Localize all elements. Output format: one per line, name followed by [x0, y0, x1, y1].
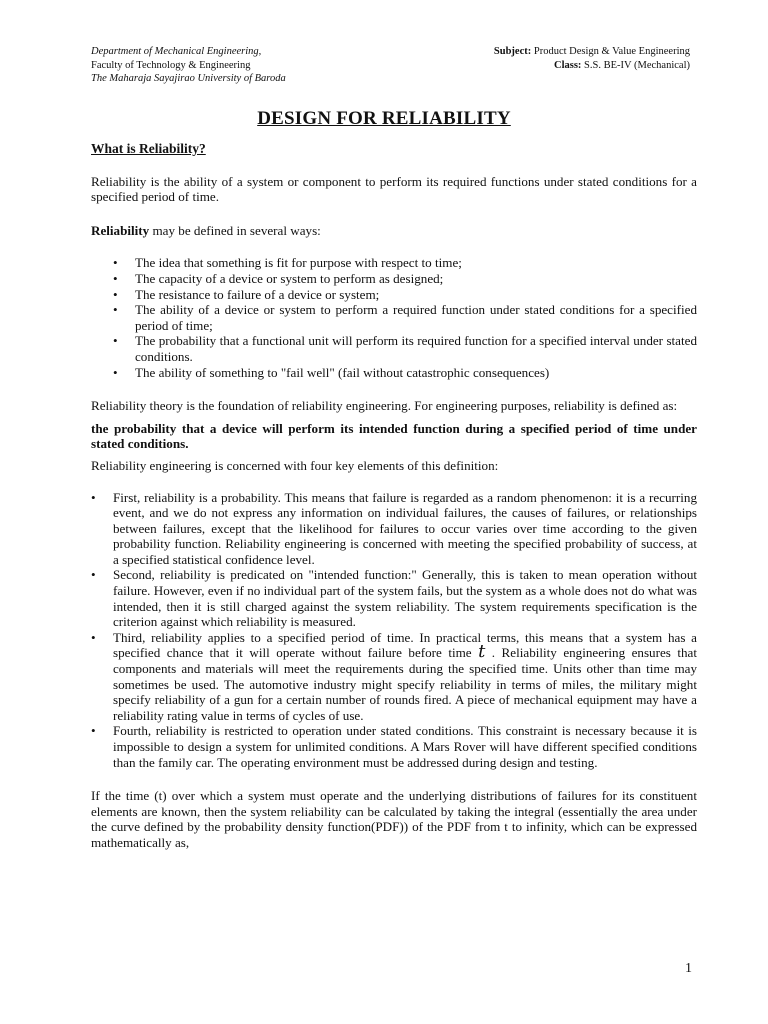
list-item: • The resistance to failure of a device or system;	[91, 287, 697, 303]
section-heading: What is Reliability?	[91, 141, 206, 156]
main-content	[91, 141, 697, 851]
list-item: • The idea that something is fit for purpose with respect to time;	[91, 255, 697, 271]
list-item: • Fourth, reliability is restricted to operation under stated conditions. This constraint is necessary because it is impossible to design a system for unlimited conditions. A Mars Rover will have different specified conditions than the family car. The operating environment must be addressed during design and testing.	[91, 723, 697, 770]
header-subject	[494, 45, 690, 59]
third-element-end: . Reliability engineering ensures that components and materials will meet the requirements during the specified time. Units other than time may sometimes be used. The automotive industry might specify reliability in terms of miles, the military might specify reliability of a gun for a certain number of rounds fired. A piece of mechanical equipment may have a reliability rating value in terms of cycles of use.	[113, 645, 697, 723]
list-item: • First, reliability is a probability. This means that failure is regarded as a random phenomenon: it is a recurring event, and we do not express any information on individual failures, the causes of failures, or relationships between failures, except that the likelihood for failures to occur varies over time according to the given probability function. Reliability engineering is concerned with meeting the specified probability of success, at a specified statistical confidence level.	[91, 490, 697, 568]
ways-list	[91, 255, 697, 380]
list-item: • The probability that a functional unit will perform its required function for a specified interval under stated conditions.	[91, 333, 697, 364]
intro-paragraph: Reliability is the ability of a system or component to perform its required functions under stated conditions for a specified period of time.	[91, 173, 697, 205]
defined-bold-term: Reliability	[91, 222, 150, 238]
header-university: The Maharaja Sayajirao University of Baroda	[91, 73, 286, 84]
subject-label: Subject:	[493, 46, 532, 57]
list-item: • The capacity of a device or system to perform as designed;	[91, 271, 697, 287]
theory-paragraph: Reliability theory is the foundation of reliability engineering. For engineering purposes, reliability is defined as:	[91, 398, 678, 414]
header-class	[494, 59, 690, 73]
definition-bold: the probability that a device will perform its intended function during a specified period of time under stated conditions.	[91, 420, 697, 452]
defined-rest: may be defined in several ways:	[149, 222, 321, 238]
list-item	[91, 630, 697, 724]
third-element-start: Third, reliability applies to a specified period of time. In practical terms, this means that a system has a specified chance that it will operate without failure before time	[113, 629, 697, 661]
header-department: Department of Mechanical Engineering,	[91, 46, 262, 57]
closing-paragraph: If the time (t) over which a system must operate and the underlying distributions of failures for its constituent elements are known, then the system reliability can be calculated by taking the integral (essentially the area under the curve defined by the probability density function(PDF)) of the PDF from t to infinity, which can be expressed mathematically as,	[91, 788, 697, 850]
four-elements-intro: Reliability engineering is concerned with four key elements of this definition:	[91, 457, 499, 473]
subject-value: Product Design & Value Engineering	[533, 46, 690, 57]
list-item: • The ability of something to "fail well" (fail without catastrophic consequences)	[91, 365, 697, 381]
time-variable: t	[478, 641, 486, 663]
list-item: • The ability of a device or system to perform a required function under stated conditions for a specified period of time;	[91, 302, 697, 333]
class-label: Class:	[554, 59, 582, 71]
page-title: DESIGN FOR RELIABILITY	[257, 108, 511, 129]
page-number: 1	[685, 961, 692, 976]
header-left	[91, 45, 286, 86]
elements-list	[91, 490, 697, 771]
header-right	[494, 45, 690, 72]
header-faculty: Faculty of Technology & Engineering	[91, 59, 251, 71]
list-item: • Second, reliability is predicated on "intended function:" Generally, this is taken to mean operation without failure. However, even if no individual part of the system fails, but the system as a whole does not do what was intended, then it is still charged against the system reliability. The system requirements specification is the criterion against which reliability is measured.	[91, 567, 697, 629]
defined-ways-line	[91, 223, 697, 239]
class-value: S.S. BE-IV (Mechanical)	[584, 59, 690, 71]
